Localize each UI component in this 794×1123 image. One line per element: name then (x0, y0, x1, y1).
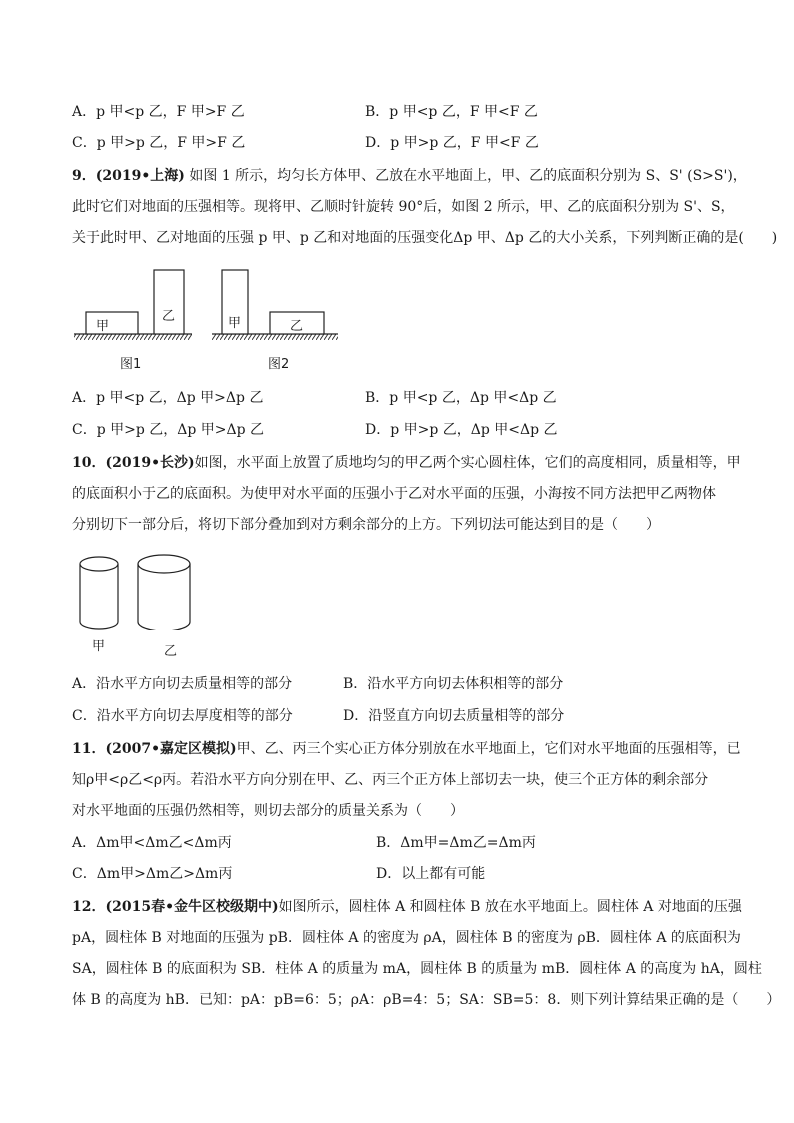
q8-option-a: A．p 甲<p 乙，F 甲>F 乙 (72, 104, 245, 120)
q11-option-d: D．以上都有可能 (376, 866, 486, 882)
block-jia (86, 312, 138, 334)
q12-stem-line3: SA，圆柱体 B 的底面积为 SB．柱体 A 的质量为 mA，圆柱体 B 的质量为 mB．圆柱体 A 的高度为 hA，圆柱 (72, 961, 762, 977)
q11-source: (2007•嘉定区模拟) (105, 741, 237, 757)
q9-option-d: D．p 甲>p 乙，Δp 甲<Δp 乙 (365, 422, 558, 438)
q9-source: (2019•上海) (95, 168, 185, 184)
q9-fig1-caption: 图1 (120, 357, 142, 372)
q10-source: (2019•长沙) (105, 455, 195, 471)
q8-option-d: D．p 甲>p 乙，F 甲<F 乙 (365, 135, 539, 151)
ground-hatch (212, 334, 338, 340)
q11-stem-line2: 知ρ甲<ρ乙<ρ丙。若沿水平方向分别在甲、乙、丙三个正方体上部切去一块，使三个正方体的剩余部分 (72, 772, 709, 788)
q9-fig2-label-yi: 乙 (290, 319, 304, 334)
q9-fig2-caption: 图2 (268, 357, 290, 372)
q9-stem-line3: 关于此时甲、乙对地面的压强 p 甲、p 乙和对地面的压强变化Δp 甲、Δp 乙的大小关系，下列判断正确的是( ) (72, 230, 778, 246)
q12-stem-line4: 体 B 的高度为 hB．已知：pA：pB=6：5；ρA：ρB=4：5；SA：SB=5：8．则下列计算结果正确的是（ ） (72, 992, 781, 1008)
q11-number: 11． (72, 741, 106, 757)
q9-option-a: A．p 甲<p 乙，Δp 甲>Δp 乙 (72, 390, 264, 406)
q10-figure (72, 550, 202, 630)
q8-option-c: C．p 甲>p 乙，F 甲>F 乙 (72, 135, 246, 151)
q9-stem-line1: 9．(2019•上海) 如图 1 所示，均匀长方体甲、乙放在水平地面上，甲、乙的底面积分别为 S、S' (S>S')， (72, 168, 747, 184)
q10-option-b: B．沿水平方向切去体积相等的部分 (343, 676, 564, 692)
q9-stem-line2: 此时它们对地面的压强相等。现将甲、乙顺时针旋转 90°后，如图 2 所示，甲、乙的底面积分别为 S'、S， (72, 199, 735, 215)
q8-option-b: B．p 甲<p 乙，F 甲<F 乙 (365, 104, 538, 120)
q10-option-a: A．沿水平方向切去质量相等的部分 (72, 676, 293, 692)
q9-fig1-label-jia: 甲 (96, 319, 110, 334)
q11-option-c: C．Δm甲>Δm乙>Δm丙 (72, 866, 233, 882)
q10-option-d: D．沿竖直方向切去质量相等的部分 (343, 708, 565, 724)
block-yi (154, 270, 184, 334)
q10-label-jia: 甲 (92, 639, 106, 654)
cylinder-yi (138, 555, 190, 630)
ground-hatch (74, 334, 192, 340)
q9-fig1-label-yi: 乙 (162, 309, 176, 324)
q12-stem-line2: pA，圆柱体 B 对地面的压强为 pB．圆柱体 A 的密度为 ρA，圆柱体 B 的密度为 ρB．圆柱体 A 的底面积为 (72, 930, 741, 946)
q10-stem-line2: 的底面积小于乙的底面积。为使甲对水平面的压强小于乙对水平面的压强，小海按不同方法把甲乙两物体 (72, 486, 716, 502)
q10-number: 10． (72, 455, 106, 471)
q10-label-yi: 乙 (164, 644, 178, 659)
cylinder-jia (80, 557, 118, 629)
q11-option-a: A．Δm甲<Δm乙<Δm丙 (72, 835, 232, 851)
q10-stem-line1: 10．(2019•长沙)如图，水平面上放置了质地均匀的甲乙两个实心圆柱体，它们的高度相同，质量相等，甲 (72, 455, 741, 471)
q9-number: 9． (72, 168, 96, 184)
q9-option-c: C．p 甲>p 乙，Δp 甲>Δp 乙 (72, 422, 265, 438)
q9-option-b: B．p 甲<p 乙，Δp 甲<Δp 乙 (365, 390, 557, 406)
q9-fig2-label-jia: 甲 (228, 316, 242, 331)
q11-option-b: B．Δm甲=Δm乙=Δm丙 (376, 835, 536, 851)
q12-source: (2015春•金牛区校级期中) (105, 899, 279, 915)
q11-stem-line1: 11．(2007•嘉定区模拟)甲、乙、丙三个实心正方体分别放在水平地面上，它们对水平地面的压强相等，已 (72, 741, 741, 757)
q10-stem-line3: 分别切下一部分后，将切下部分叠加到对方剩余部分的上方。下列切法可能达到目的是（ ） (72, 517, 660, 533)
q11-stem-line3: 对水平地面的压强仍然相等，则切去部分的质量关系为（ ） (72, 803, 464, 819)
q12-stem-line1: 12．(2015春•金牛区校级期中)如图所示，圆柱体 A 和圆柱体 B 放在水平地面上。圆柱体 A 对地面的压强 (72, 899, 742, 915)
q10-option-c: C．沿水平方向切去厚度相等的部分 (72, 708, 293, 724)
q12-number: 12． (72, 899, 106, 915)
